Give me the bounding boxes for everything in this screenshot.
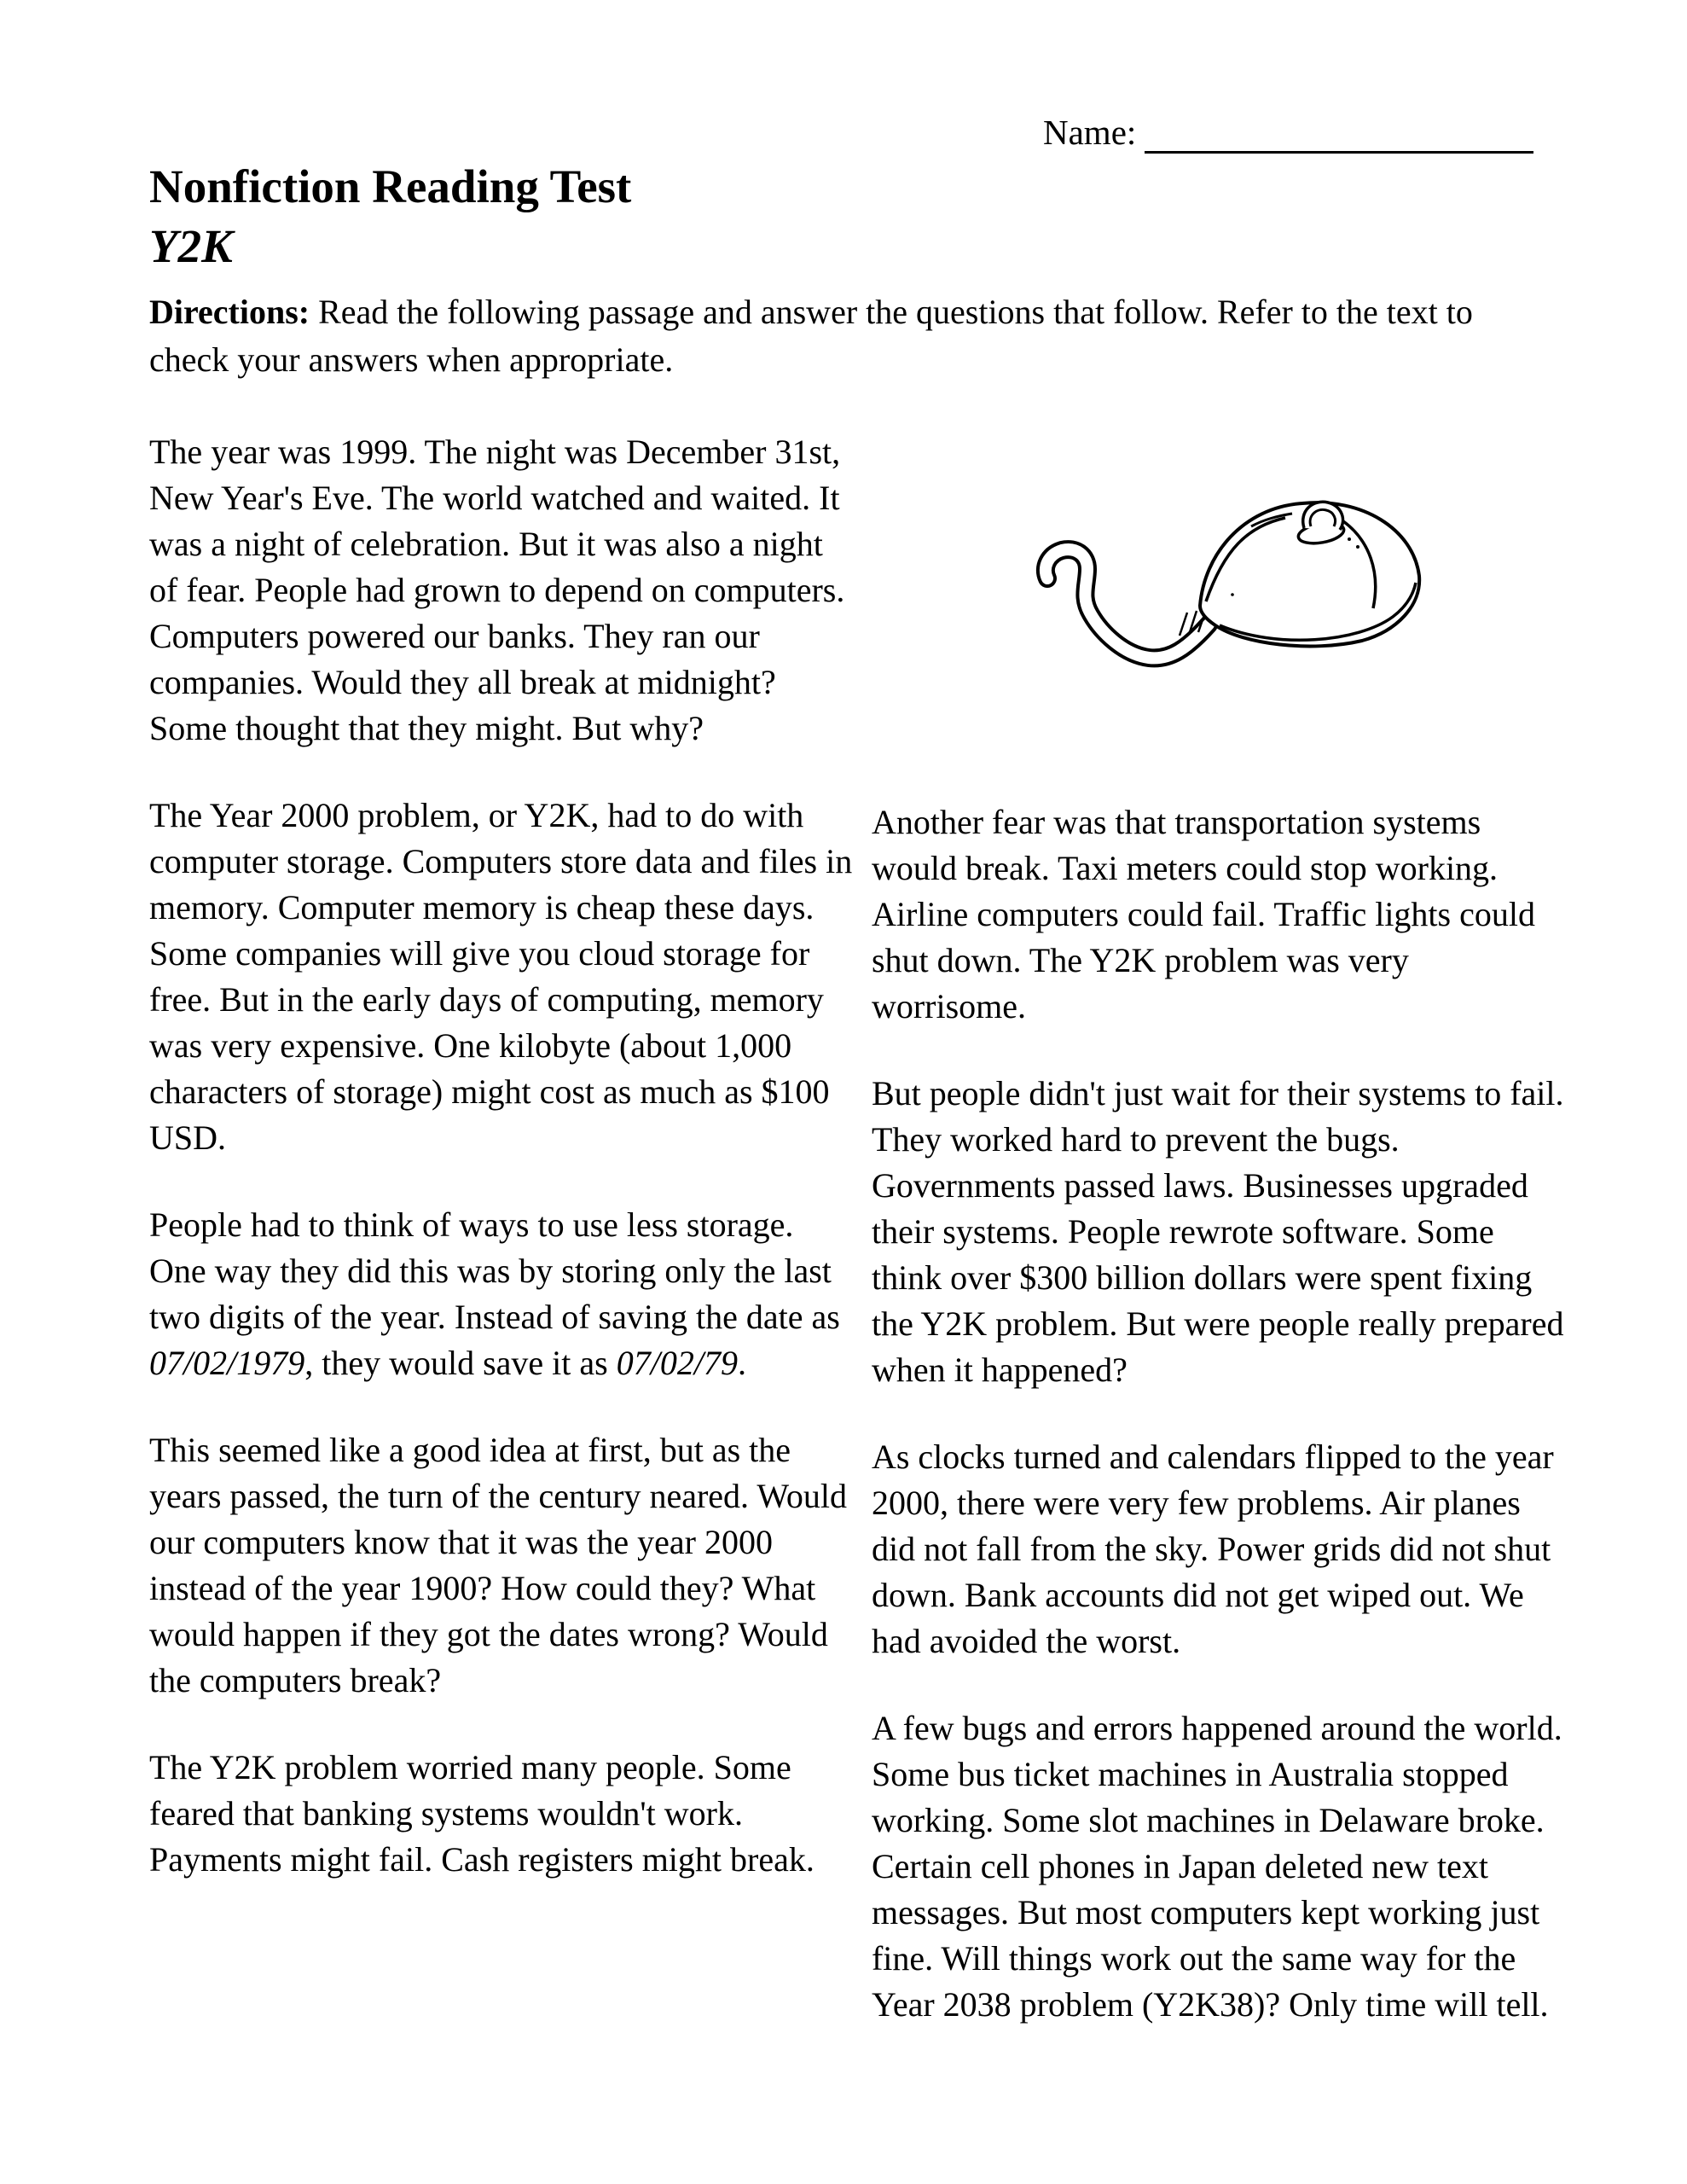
- passage-text: , they would save it as: [304, 1344, 617, 1382]
- passage-left-column: [149, 429, 853, 2069]
- directions-text: Read the following passage and answer the questions that follow. Refer to the text to check your answers when appropriate.: [149, 293, 1473, 379]
- passage-right-text: [872, 799, 1569, 2028]
- directions-label: Directions:: [149, 293, 310, 331]
- passage-text: But people didn't just wait for their systems to fail. They worked hard to prevent the bugs. Governments passed laws. Businesses upgraded their systems. People rewrote software. Some think over $300 billion dollars were spent fixing the Y2K problem. But were people really prepared when it happened?: [871, 1074, 1564, 1389]
- passage-paragraph: [872, 1434, 1569, 1664]
- passage-text: As clocks turned and calendars flipped to the year 2000, there were very few problems. Air planes did not fall from the sky. Power grids did not shut down. Bank accounts did not get wiped out. We had avoided the worst.: [871, 1438, 1554, 1660]
- name-field-row: [1043, 111, 1533, 154]
- passage-columns: [149, 429, 1569, 2069]
- passage-paragraph: [149, 1745, 853, 1883]
- page-subtitle: Y2K: [149, 220, 233, 272]
- passage-text-italic: 07/02/1979: [149, 1344, 305, 1382]
- computer-mouse-icon: [995, 491, 1439, 704]
- name-blank-line[interactable]: [1145, 113, 1533, 154]
- passage-text: The Y2K problem worried many people. Some feared that banking systems wouldn't work. Payments might fail. Cash registers might break.: [149, 1748, 815, 1879]
- passage-text: The Year 2000 problem, or Y2K, had to do with computer storage. Computers store data and files in memory. Computer memory is cheap these days. Some companies will give you cloud storage for free. But in the early days of computing, memory was very expensive. One kilobyte (about 1,000 characters of storage) might cost as much as $100 USD.: [149, 796, 853, 1157]
- passage-paragraph: [872, 1705, 1569, 2028]
- passage-text-italic: 07/02/79: [616, 1344, 738, 1382]
- passage-paragraph: [872, 799, 1569, 1030]
- page-title: Nonfiction Reading Test: [149, 160, 632, 212]
- passage-paragraph: [149, 1202, 853, 1386]
- passage-text: Another fear was that transportation systems would break. Taxi meters could stop working. Airline computers could fail. Traffic lights could shut down. The Y2K problem was very worrisome.: [871, 803, 1535, 1025]
- directions: [149, 288, 1480, 384]
- passage-paragraph: [149, 793, 853, 1161]
- name-label: Name:: [1043, 113, 1137, 152]
- mouse-figure: [995, 491, 1439, 704]
- passage-text: A few bugs and errors happened around the world. Some bus ticket machines in Australia stopped working. Some slot machines in Delaware broke. Certain cell phones in Japan deleted new text messages. But most computers kept working just fine. Will things work out the same way for the Year 2038 problem (Y2K38)? Only time will tell.: [871, 1709, 1562, 2024]
- passage-paragraph: [149, 1427, 853, 1704]
- passage-text: People had to think of ways to use less storage. One way they did this was by storing only the last two digits of the year. Instead of saving the date as: [149, 1205, 840, 1336]
- passage-text: This seemed like a good idea at first, but as the years passed, the turn of the century neared. Would our computers know that it was the year 2000 instead of the year 1900? How could they? What would happen if they got the dates wrong? Would the computers break?: [149, 1431, 847, 1699]
- passage-paragraph: [149, 429, 853, 752]
- passage-text: The year was 1999. The night was December 31st, New Year's Eve. The world watched and waited. It was a night of celebration. But it was also a night of fear. People had grown to depend on computers. Computers powered our banks. They ran our companies. Would they all break at midnight? Some thought that they might. But why?: [149, 433, 845, 747]
- passage-paragraph: [872, 1071, 1569, 1393]
- passage-text: .: [737, 1344, 746, 1382]
- passage-right-column: [872, 429, 1569, 2069]
